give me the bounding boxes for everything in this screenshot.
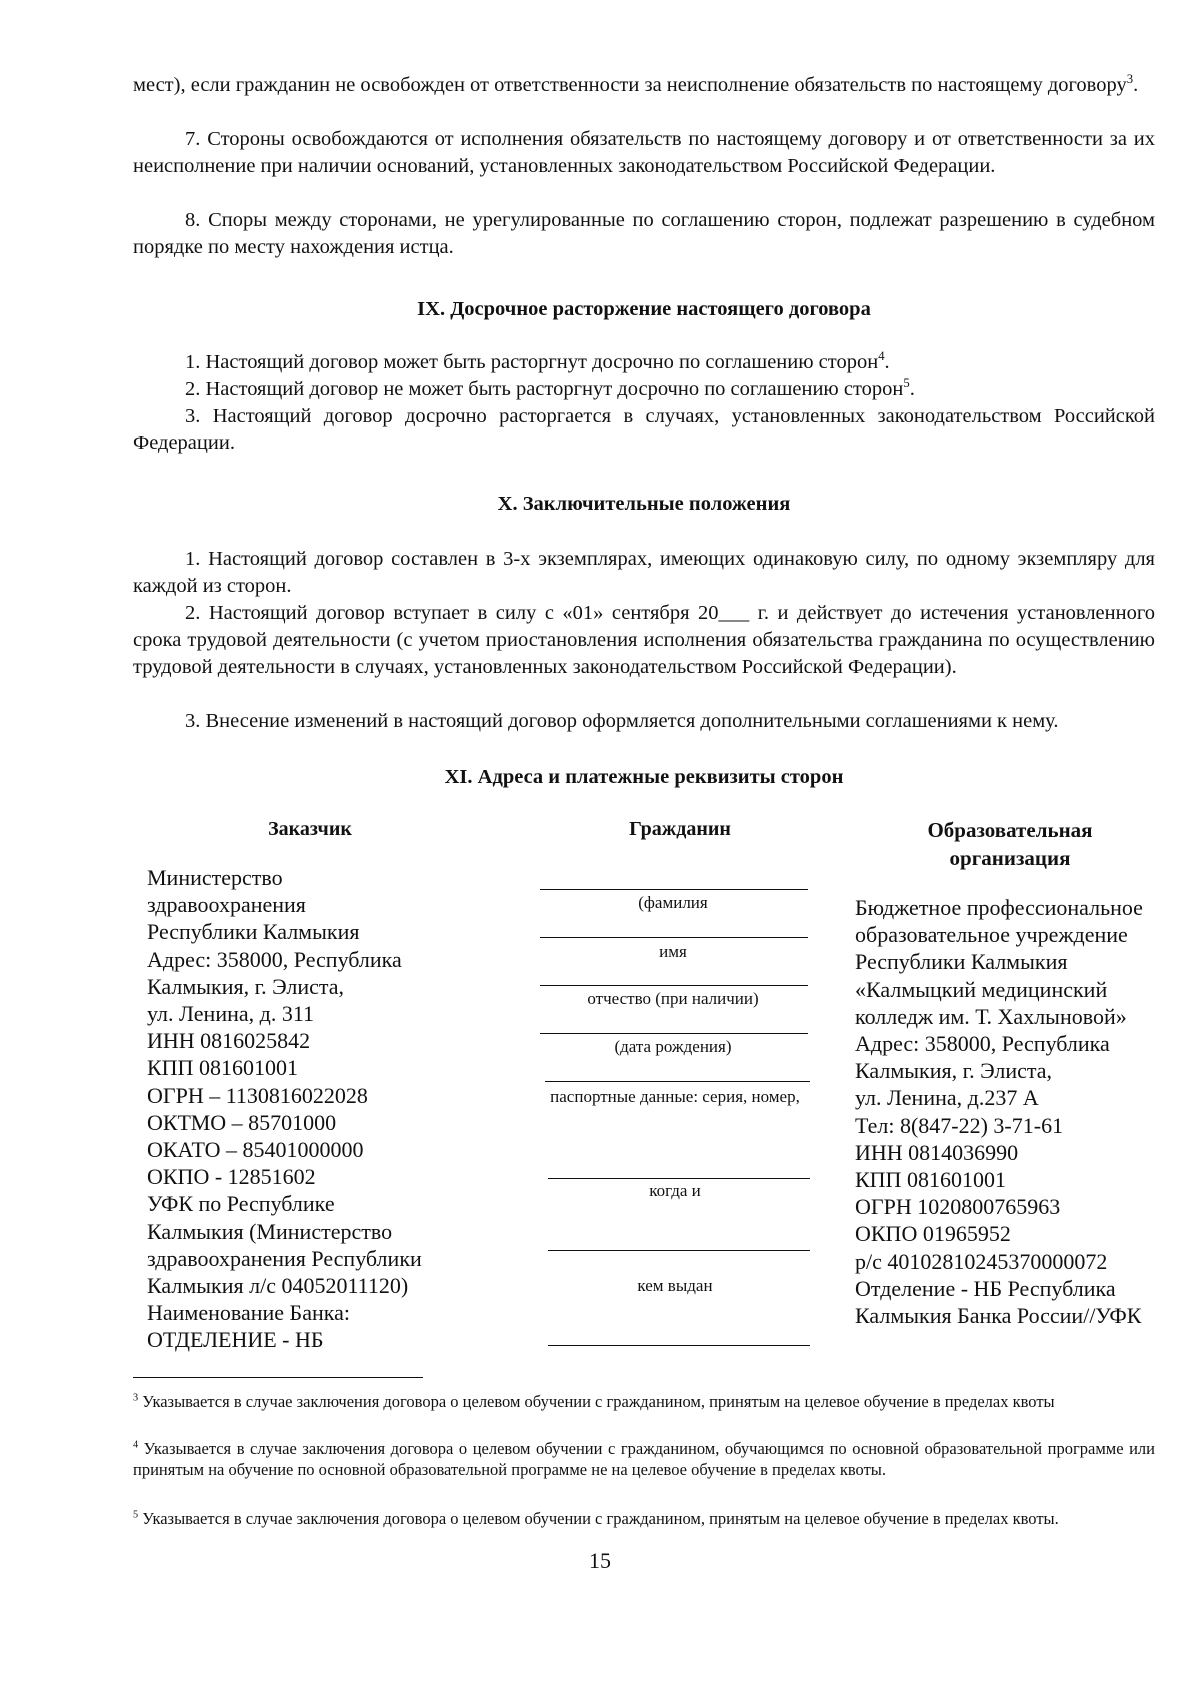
section-10-item-1: 1. Настоящий договор составлен в 3-х экземплярах, имеющих одинаковую силу, по одному экземпляру для каждой из сторон. [133,548,1155,597]
citizen-signature-line [548,1345,810,1346]
passport-line [545,1081,810,1082]
customer-detail-line: УФК по Республике [147,1191,335,1217]
customer-detail-line: Калмыкия л/с 04052011120) [147,1273,409,1299]
customer-detail-line: КПП 081601001 [147,1055,298,1081]
customer-detail-line: Министерство [147,865,283,890]
customer-detail-line: ОКПО - 12851602 [147,1164,316,1190]
org-detail-line: КПП 081601001 [855,1167,1006,1193]
customer-detail-line: ул. Ленина, д. 311 [147,1001,315,1027]
customer-detail-line: здравоохранения Республики [147,1245,422,1271]
surname-line [540,889,808,890]
citizen-heading: Гражданин [629,818,731,840]
name-caption: имя [659,942,687,961]
org-detail-line: Республики Калмыкия [855,949,1068,975]
org-detail-line: Калмыкия Банка России//УФК [855,1303,1142,1329]
customer-detail-line: ИНН 0816025842 [147,1028,311,1054]
customer-detail-line: Адрес: 358000, Республика [147,946,402,972]
patronymic-caption: отчество (при наличии) [587,989,759,1008]
org-detail-line: Отделение - НБ Республика [855,1275,1116,1301]
paragraph-7: 7. Стороны освобождаются от исполнения обязательств по настоящему договору и от ответственности за их неисполнение при наличии оснований, установленных законодательством Российской Федерации. [133,128,1155,177]
org-detail-line: Тел: 8(847-22) 3-71-61 [855,1112,1064,1138]
customer-detail-line: Республики Калмыкия [147,919,360,945]
org-detail-line: ОГРН 1020800765963 [855,1194,1061,1220]
issued-by-line [548,1250,810,1251]
issued-when-line [548,1178,810,1179]
customer-detail-line: ОТДЕЛЕНИЕ - НБ [147,1327,324,1353]
customer-heading: Заказчик [268,818,352,840]
org-detail-line: р/с 40102810245370000072 [855,1248,1108,1274]
section-10-title: X. Заключительные положения [497,493,791,515]
org-detail-line: Калмыкия, г. Элиста, [855,1058,1053,1084]
section-11-title: XI. Адреса и платежные реквизиты сторон [444,766,844,788]
customer-detail-line: Наименование Банка: [147,1300,350,1326]
section-9-item-2: 2. Настоящий договор не может быть расторгнут досрочно по соглашению сторон$^5$. [185,376,915,400]
page-number: 15 [589,1548,611,1573]
customer-detail-line: ОКТМО – 85701000 [147,1109,337,1135]
section-9-item-1: 1. Настоящий договор может быть расторгнут досрочно по соглашению сторон$^4$. [185,349,890,373]
footnote-ref-4: 4 [878,349,885,364]
org-detail-line: образовательное учреждение [855,922,1128,948]
org-detail-line: Бюджетное профессиональное [855,895,1143,920]
customer-detail-line: здравоохранения [147,892,306,918]
paragraph-continuation: мест), если гражданин не освобожден от ответственности за неисполнение обязательств по настоящему договору$^3$. [133,72,1139,96]
footnote-3: $^3$ Указывается в случае заключения договора о целевом обучении с гражданином, принятым на целевое обучение в пределах квоты [133,1392,1055,1411]
birthdate-line [540,1033,808,1034]
section-10-item-2: 2. Настоящий договор вступает в силу с «01» сентября 20___ г. и действует до истечения установленного срока трудовой деятельности (с учетом приостановления исполнения обязательства гражданина по осуществлению трудовой деятельности в случаях, установленных законодательством Российской Федерации). [133,602,1155,678]
patronymic-line [540,985,808,986]
name-line [540,937,808,938]
section-10-item-3: 3. Внесение изменений в настоящий договор оформляется дополнительными соглашениями к нему. [185,710,1059,732]
org-heading: Образовательная организация [927,818,1093,870]
footnote-ref-3: 3 [1126,72,1134,87]
section-9-title: IX. Досрочное расторжение настоящего договора [417,298,871,320]
footnote-5: $^5$ Указывается в случае заключения договора о целевом обучении с гражданином, принятым на целевое обучение в пределах квоты. [133,1509,1059,1528]
passport-caption: паспортные данные: серия, номер, [550,1087,800,1106]
footnote-separator [133,1377,423,1378]
org-detail-line: ОКПО 01965952 [855,1221,1011,1247]
org-detail-line: Адрес: 358000, Республика [855,1031,1110,1057]
surname-caption: (фамилия [638,893,708,912]
org-details [855,894,1185,1329]
customer-detail-line: Калмыкия (Министерство [147,1218,393,1244]
customer-detail-line: ОКАТО – 85401000000 [147,1137,364,1163]
footnote-ref-5: 5 [903,376,910,391]
birthdate-caption: (дата рождения) [614,1037,732,1056]
issued-by-caption: кем выдан [637,1276,713,1295]
customer-detail-line: Калмыкия, г. Элиста, [147,973,345,999]
footnote-4: $^4$ Указывается в случае заключения договора о целевом обучении с гражданином, обучающимся по основной образовательной программе или принятым на обучение по основной образовательной программе не на целевое обучение в пределах квоты. [133,1439,1155,1479]
issued-when-caption: когда и [649,1181,701,1200]
org-detail-line: ул. Ленина, д.237 А [855,1085,1039,1111]
paragraph-8: 8. Споры между сторонами, не урегулированные по соглашению сторон, подлежат разрешению в судебном порядке по месту нахождения истца. [133,209,1155,258]
org-detail-line: «Калмыцкий медицинский [855,976,1108,1002]
org-detail-line: колледж им. Т. Хахлыновой» [855,1003,1127,1029]
section-9-item-3: 3. Настоящий договор досрочно расторгается в случаях, установленных законодательством Российской Федерации. [133,405,1155,454]
customer-detail-line: ОГРН – 1130816022028 [147,1082,368,1108]
org-detail-line: ИНН 0814036990 [855,1139,1019,1165]
customer-details [147,864,477,1354]
